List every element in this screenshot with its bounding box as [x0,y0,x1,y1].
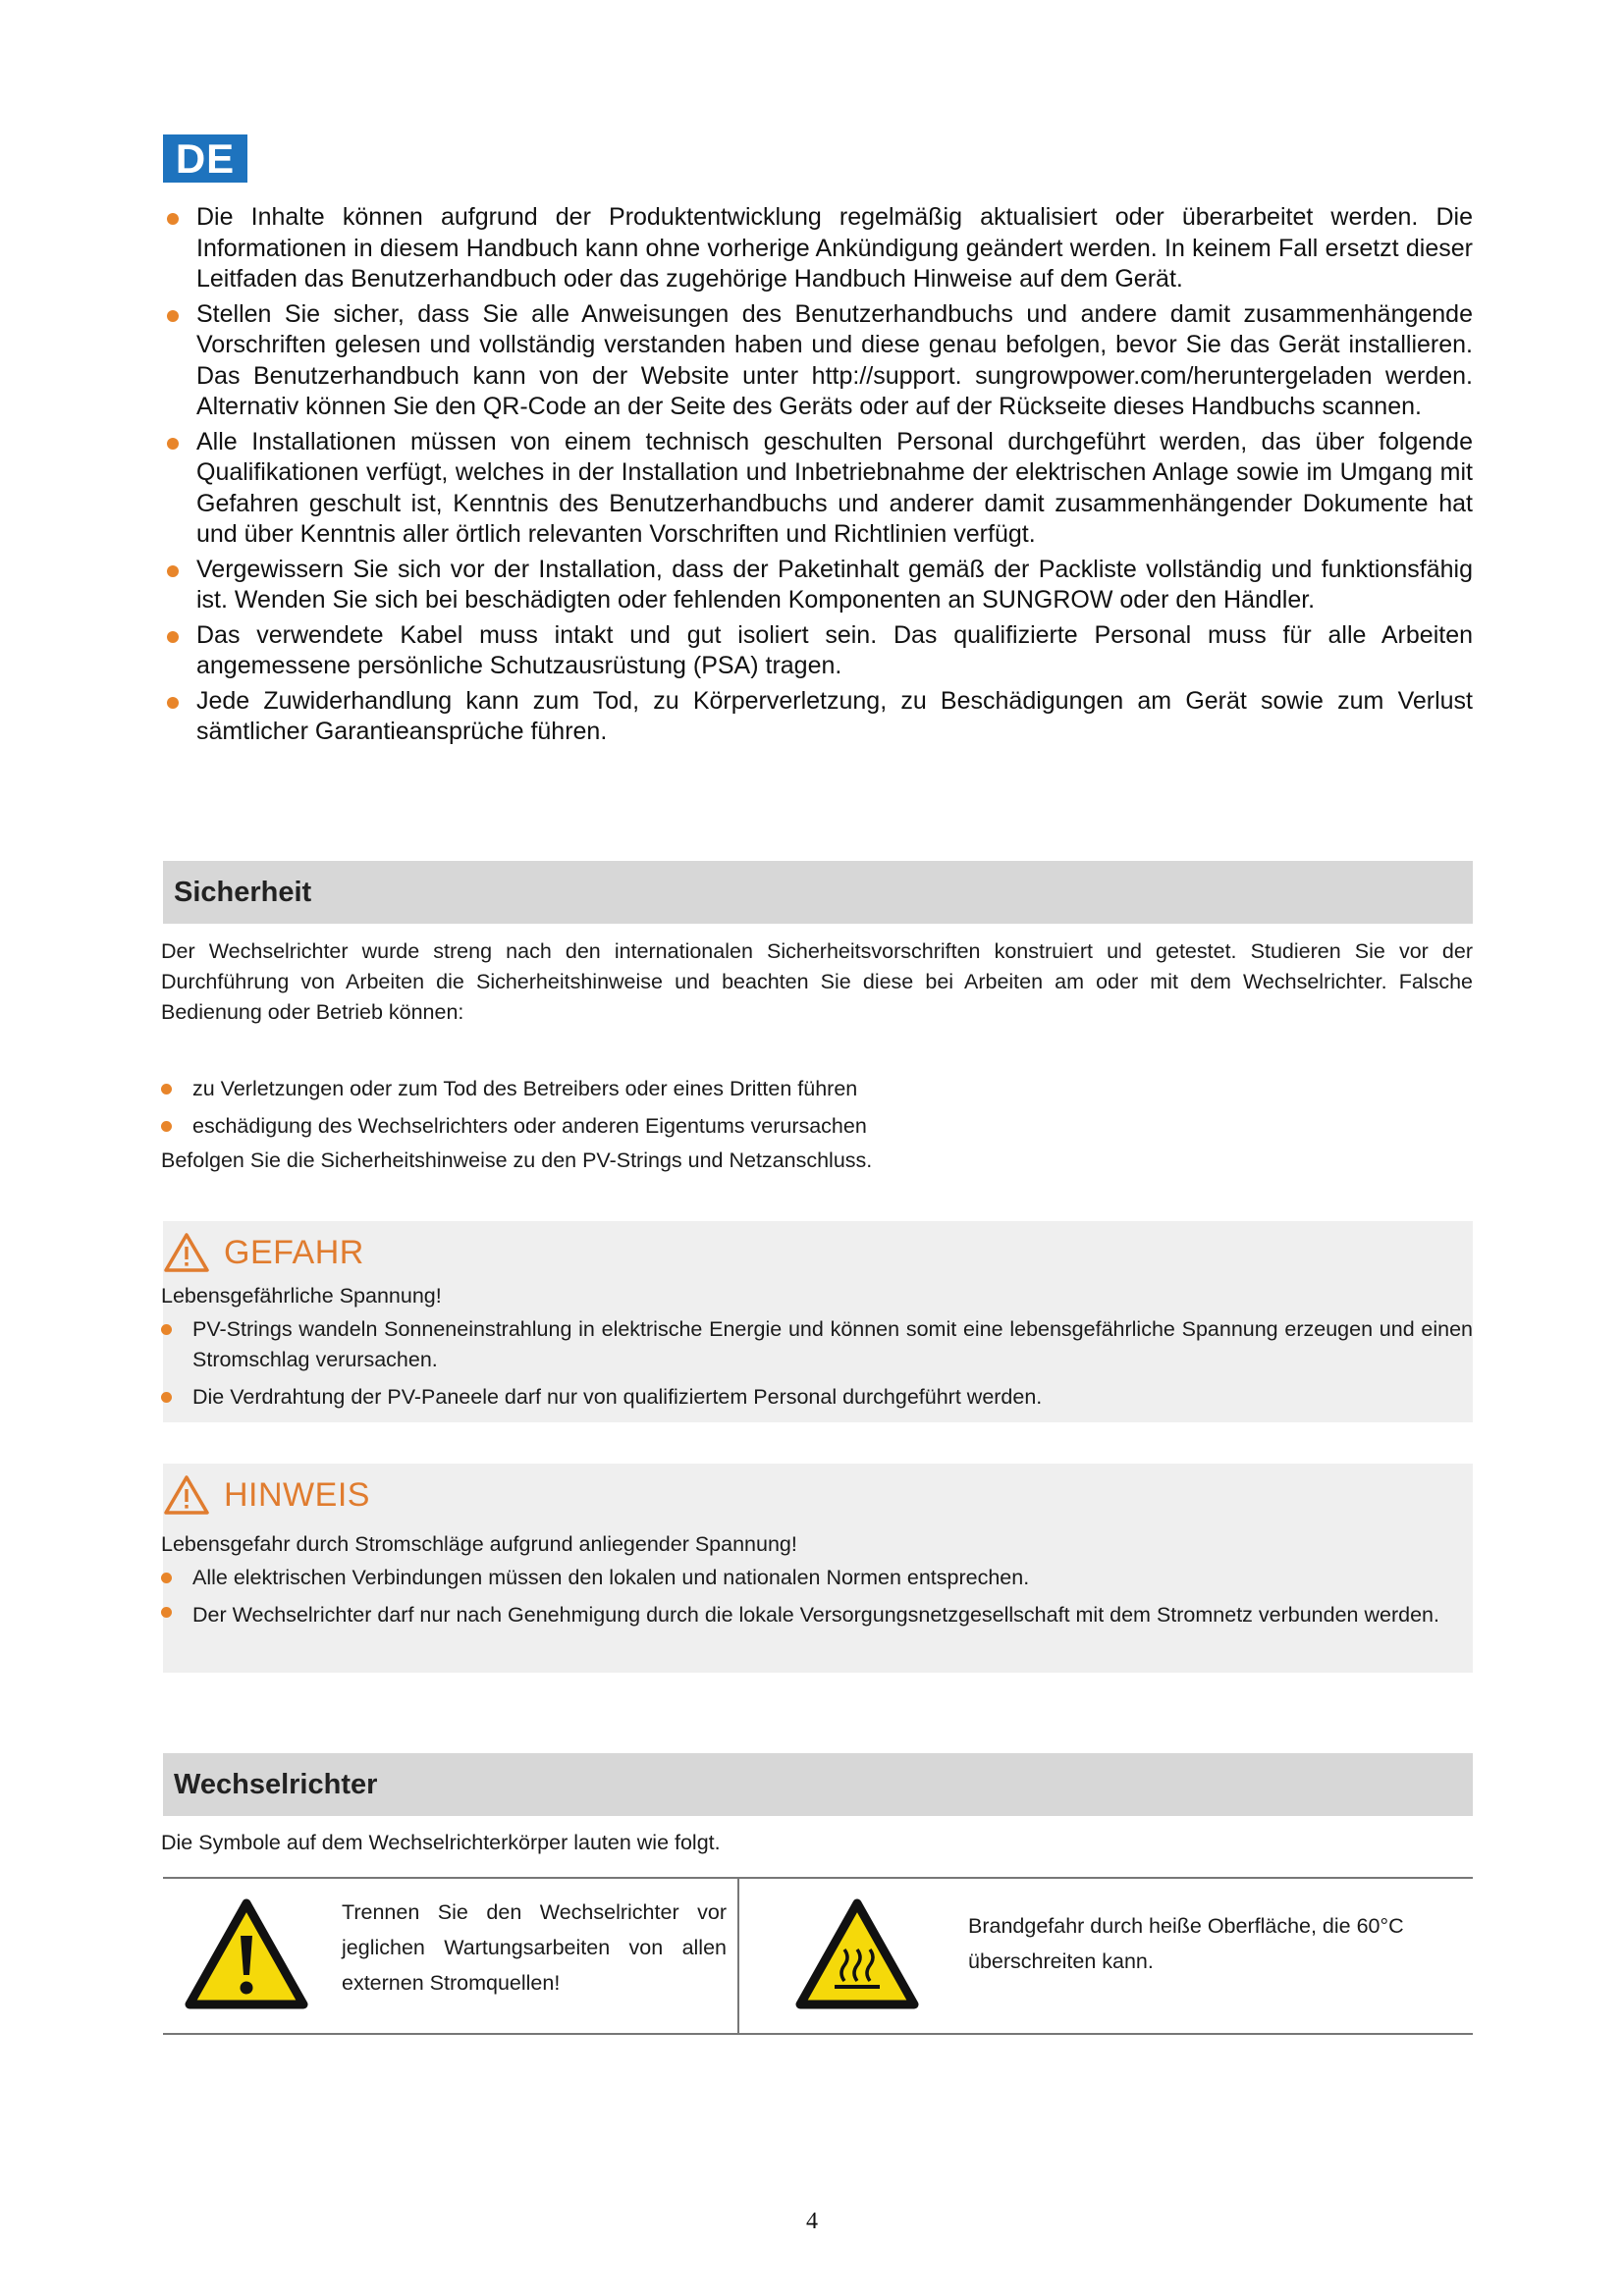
page-number: 4 [806,2209,818,2234]
language-badge: DE [163,134,247,183]
list-item: Alle Installationen müssen von einem technisch geschulten Personal durchgeführt werden, das über folgende Qualifikationen verfügt, welches in der Installation und Inbetriebnahme der elektrischen Anlage sowie im Umgang mit Gefahren geschult ist, Kenntnis des Benutzerhandbuchs und anderer damit zusammenhängender Dokumente hat und über Kenntnis aller örtlich relevanten Vorschriften und Richtlinien verfügt. [163,427,1473,551]
list-item: Das verwendete Kabel muss intakt und gut isoliert sein. Das qualifizierte Personal muss für alle Arbeiten angemessene persönliche Schutzausrüstung (PSA) tragen. [163,620,1473,682]
general-warning-icon [185,1898,308,2015]
symbol-description: Trennen Sie den Wechselrichter vor jeglichen Wartungsarbeiten von allen externen Stromquellen! [342,1900,727,1995]
safety-consequence-list [161,1074,1473,1142]
warning-triangle-icon [163,1232,210,1273]
danger-lead: Lebensgefährliche Spannung! [161,1284,442,1308]
notice-box [163,1464,1473,1673]
safety-section-heading [163,861,1473,924]
notice-lead: Lebensgefahr durch Stromschläge aufgrund anliegender Spannung! [161,1532,797,1556]
list-item: zu Verletzungen oder zum Tod des Betreibers oder eines Dritten führen [161,1074,1473,1104]
notice-title-text: HINWEIS [224,1475,370,1514]
list-item: Alle elektrischen Verbindungen müssen den lokalen und nationalen Normen entsprechen. [161,1563,1473,1593]
section-title: Wechselrichter [174,1769,378,1800]
danger-title-text: GEFAHR [224,1233,364,1271]
list-item: Jede Zuwiderhandlung kann zum Tod, zu Körperverletzung, zu Beschädigungen am Gerät sowie zum Verlust sämtlicher Garantieansprüche führen. [163,686,1473,748]
notice-box-title [163,1474,370,1516]
list-item: eschädigung des Wechselrichters oder anderen Eigentums verursachen [161,1111,1473,1142]
list-item: PV-Strings wandeln Sonneneinstrahlung in elektrische Energie und können somit eine lebensgefährliche Spannung erzeugen und einen Stromschlag verursachen. [161,1314,1473,1375]
intro-bullet-list [163,202,1473,752]
list-item: Die Verdrahtung der PV-Paneele darf nur von qualifiziertem Personal durchgeführt werden. [161,1382,1473,1413]
danger-box-title [163,1232,364,1273]
list-item: Der Wechselrichter darf nur nach Genehmigung durch die lokale Versorgungsnetzgesellschaft mit dem Stromnetz verbunden werden. [161,1597,1473,1632]
list-item: Vergewissern Sie sich vor der Installation, dass der Paketinhalt gemäß der Packliste vollständig und funktionsfähig ist. Wenden Sie sich bei beschädigten oder fehlenden Komponenten an SUNGROW oder den Händler. [163,555,1473,616]
table-divider [737,1879,739,2033]
hot-surface-warning-icon [795,1898,919,2015]
list-item: Stellen Sie sicher, dass Sie alle Anweisungen des Benutzerhandbuchs und andere damit zusammenhängende Vorschriften gelesen und vollständig verstanden haben und diese genau befolgen, bevor Sie das Gerät installieren. Das Benutzerhandbuch kann von der Website unter http://support. sungrowpower.com/heruntergeladen werden. Alternativ können Sie den QR-Code an der Seite des Geräts oder auf der Rückseite dieses Handbuchs scannen. [163,299,1473,423]
list-item: Die Inhalte können aufgrund der Produktentwicklung regelmäßig aktualisiert oder überarbeitet werden. Die Informationen in diesem Handbuch kann ohne vorherige Ankündigung geändert werden. In keinem Fall ersetzt dieser Leitfaden das Benutzerhandbuch oder das zugehörige Handbuch Hinweise auf dem Gerät. [163,202,1473,295]
danger-box [163,1221,1473,1422]
notice-bullet-list [161,1563,1473,1632]
symbol-description: Brandgefahr durch heiße Oberfläche, die 60°C überschreiten kann. [968,1914,1404,1973]
symbol-table [163,1877,1473,2035]
safety-follow-text: Befolgen Sie die Sicherheitshinweise zu den PV-Strings und Netzanschluss. [161,1148,873,1172]
danger-bullet-list [161,1314,1473,1413]
inverter-intro: Die Symbole auf dem Wechselrichterkörper lauten wie folgt. [161,1831,721,1854]
warning-triangle-icon [163,1474,210,1516]
safety-paragraph: Der Wechselrichter wurde streng nach den internationalen Sicherheitsvorschriften konstruiert und getestet. Studieren Sie vor der Durchführung von Arbeiten die Sicherheitshinweise und beachten Sie diese bei Arbeiten am oder mit dem Wechselrichter. Falsche Bedienung oder Betrieb können: [161,939,1473,1024]
inverter-section-heading [163,1753,1473,1816]
section-title: Sicherheit [174,877,312,908]
